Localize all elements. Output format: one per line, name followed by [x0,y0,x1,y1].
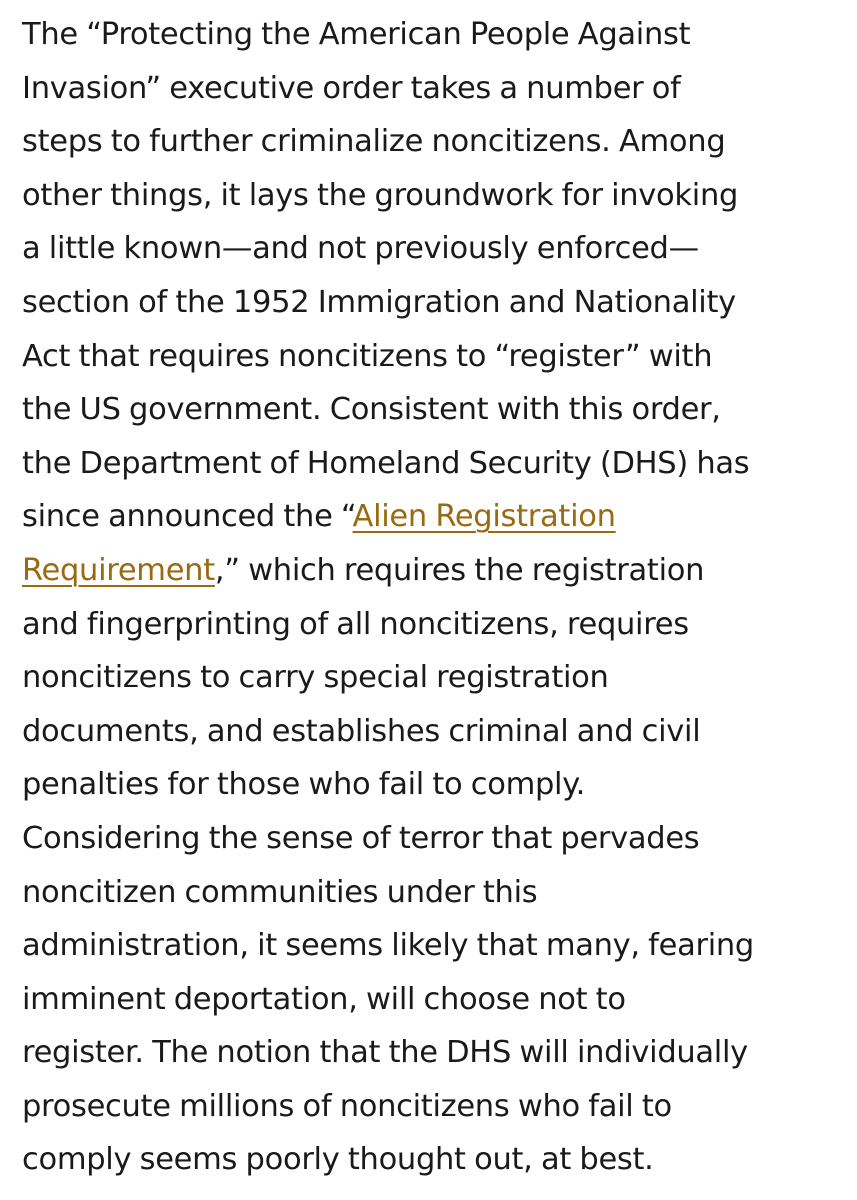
text-line: and fingerprinting of all noncitizens, requires [22,606,689,642]
text-line: penalties for those who fail to comply. [22,767,586,803]
text-line: the US government. Consistent with this order, [22,392,721,428]
text-line: noncitizen communities under this [22,874,538,910]
text-line: a little known—and not previously enforced— [22,231,699,267]
text-fragment: ,” which requires the registration [214,552,705,588]
text-fragment: since announced the “ [22,499,353,535]
text-line: imminent deportation, will choose not to [22,981,626,1017]
text-line [22,490,834,544]
text-line [22,544,834,598]
text-line: section of the 1952 Immigration and Nationality [22,284,736,320]
text-line: register. The notion that the DHS will individually [22,1035,748,1071]
text-line: steps to further criminalize noncitizens. Among [22,124,726,160]
text-line: comply seems poorly thought out, at best. [22,1142,654,1178]
text-line: Act that requires noncitizens to “register” with [22,338,713,374]
text-line: other things, it lays the groundwork for invoking [22,177,739,213]
text-line: Considering the sense of terror that pervades [22,820,700,856]
text-line: noncitizens to carry special registration [22,660,609,696]
alien-registration-link-continued[interactable]: Requirement [22,552,215,588]
article-paragraph [22,8,834,1187]
text-line: The “Protecting the American People Against [22,17,691,52]
text-line: administration, it seems likely that many, fearing [22,928,754,964]
text-line: documents, and establishes criminal and civil [22,713,701,749]
text-line: prosecute millions of noncitizens who fail to [22,1088,672,1124]
text-line: the Department of Homeland Security (DHS) has [22,445,750,481]
text-line: Invasion” executive order takes a number of [22,70,681,106]
alien-registration-link[interactable]: Alien Registration [352,499,616,535]
